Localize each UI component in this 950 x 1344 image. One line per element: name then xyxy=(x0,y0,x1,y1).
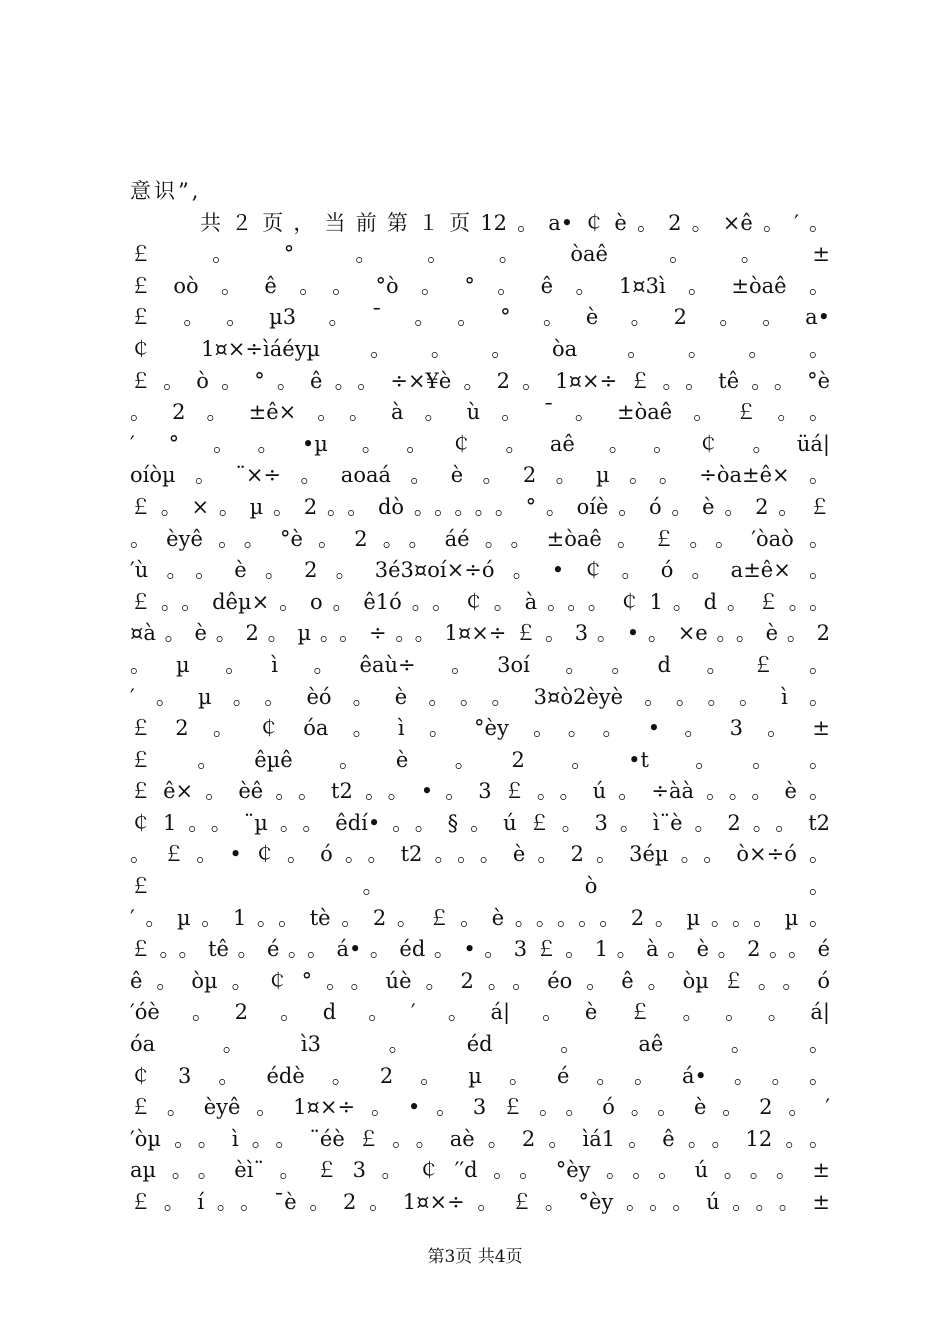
text-line: ￡。。dêµ×。o。ê1ó。。￠。à。。。￠1。d。￡。。 xyxy=(130,589,830,614)
text-line: ′óè 。 2 。 d 。 ′ 。 á| 。 è ￡ 。 。 。 á| xyxy=(130,1000,830,1025)
text-line: 意识”, xyxy=(130,179,202,203)
page-footer: 第3页 共4页 xyxy=(427,1247,523,1267)
text-line: aµ。。èì¨。￡3。￠′′d。。°èy。。。ú。。。± xyxy=(130,1158,830,1183)
text-line: ￡2。￠óa。ì。°èy。。。•。3。± xyxy=(130,716,830,741)
text-line: ￡。ò。°。ê。。÷×¥è。2。1¤×÷￡。。tê。。°è xyxy=(130,368,830,393)
text-line: 共２页，当前第１页12。a•￠è。2。×ê。′。 xyxy=(200,210,830,235)
text-line: ′òµ。。ì。。¨éè￡。。aè。2。ìá1。ê。。12。。 xyxy=(130,1126,830,1151)
text-line: 。2。±ê×。。à。ù。¯。±òaê。￡。。 xyxy=(130,400,830,425)
text-line: ′ù。。è。2。3é3¤oí×÷ó。•￠。ó。a±ê×。 xyxy=(130,558,830,583)
text-line: ￡ 。 ° 。 。 。 òaê 。 。 ± xyxy=(130,242,830,267)
text-line: ￡。èyê。1¤×÷。•。3￡。。ó。。è。2。′ xyxy=(130,1095,830,1120)
text-line: ￡oò。ê。。°ò。°。ê。1¤3ì。±òaê。 xyxy=(130,273,830,298)
text-line: ￡ 。 êµê 。 è 。 2 。 •t 。 。 。 xyxy=(130,747,830,772)
text-line: ¤à。è。2。µ。。÷。。1¤×÷￡。3。•。×e。。è。2 xyxy=(130,621,830,646)
text-line: oíòµ。¨×÷。aoaá。è。2。µ。。÷òa±ê×。 xyxy=(130,463,830,488)
text-line: ￡。í。。¯è。2。1¤×÷。￡。°èy。。。ú。。。± xyxy=(130,1190,830,1214)
text-line: 。￡。•￠。ó。。t2。。。è。2。3éµ。。ò×÷ó。 xyxy=(130,842,830,867)
text-line: ￠1。。¨µ。。êdí•。。§。ú￡。3。ì¨è。2。。t2 xyxy=(130,810,830,835)
text-line: ′。µ。。èó。è。。。3¤ò2èyè。。。。ì。 xyxy=(130,684,830,709)
text-line: ￡ 。 ò 。 xyxy=(130,874,830,899)
text-line: ′ ° 。 。 •µ 。 。 ￠ 。 aê 。 。 ￠ 。 üá| xyxy=(130,431,830,456)
text-line: ￡ê×。èê。。t2。。•。3￡。。ú。÷àà。。。è。 xyxy=(130,779,830,804)
text-line: óa 。 ì3 。 éd 。 aê 。 。 xyxy=(130,1032,830,1057)
text-line: ê。òµ。￠°。。úè。2。。éo。ê。òµ￡。。ó xyxy=(130,968,830,993)
text-line: 。 µ 。 ì 。 êaù÷ 。 3oí 。 。 d 。 ￡ 。 xyxy=(130,652,830,677)
text-line: ￠ 1¤×÷ìáéyµ 。 。 。 òa 。 。 。 。 xyxy=(130,336,830,361)
document-body xyxy=(130,176,830,1219)
text-line: ′。µ。1。。tè。2。￡。è。。。。。2。µ。。。µ。 xyxy=(130,905,830,930)
text-line: ￠3。édè。2。µ。é。。á•。。。 xyxy=(130,1063,830,1088)
text-line: ￡。。tê。é。。á•。éd。•。3￡。1。à。è。2。。é xyxy=(130,937,830,962)
text-line: 。èyê。。°è。2。。áé。。±òaê。￡。。′òaò。 xyxy=(130,526,830,551)
text-line: ￡。×。µ。2。。dò。。。。。°。oíè。ó。è。2。￡ xyxy=(130,494,830,519)
text-line: ￡ 。 。 µ3 。 ¯ 。 。 ° 。 è 。 2 。 。 a• xyxy=(130,305,830,330)
